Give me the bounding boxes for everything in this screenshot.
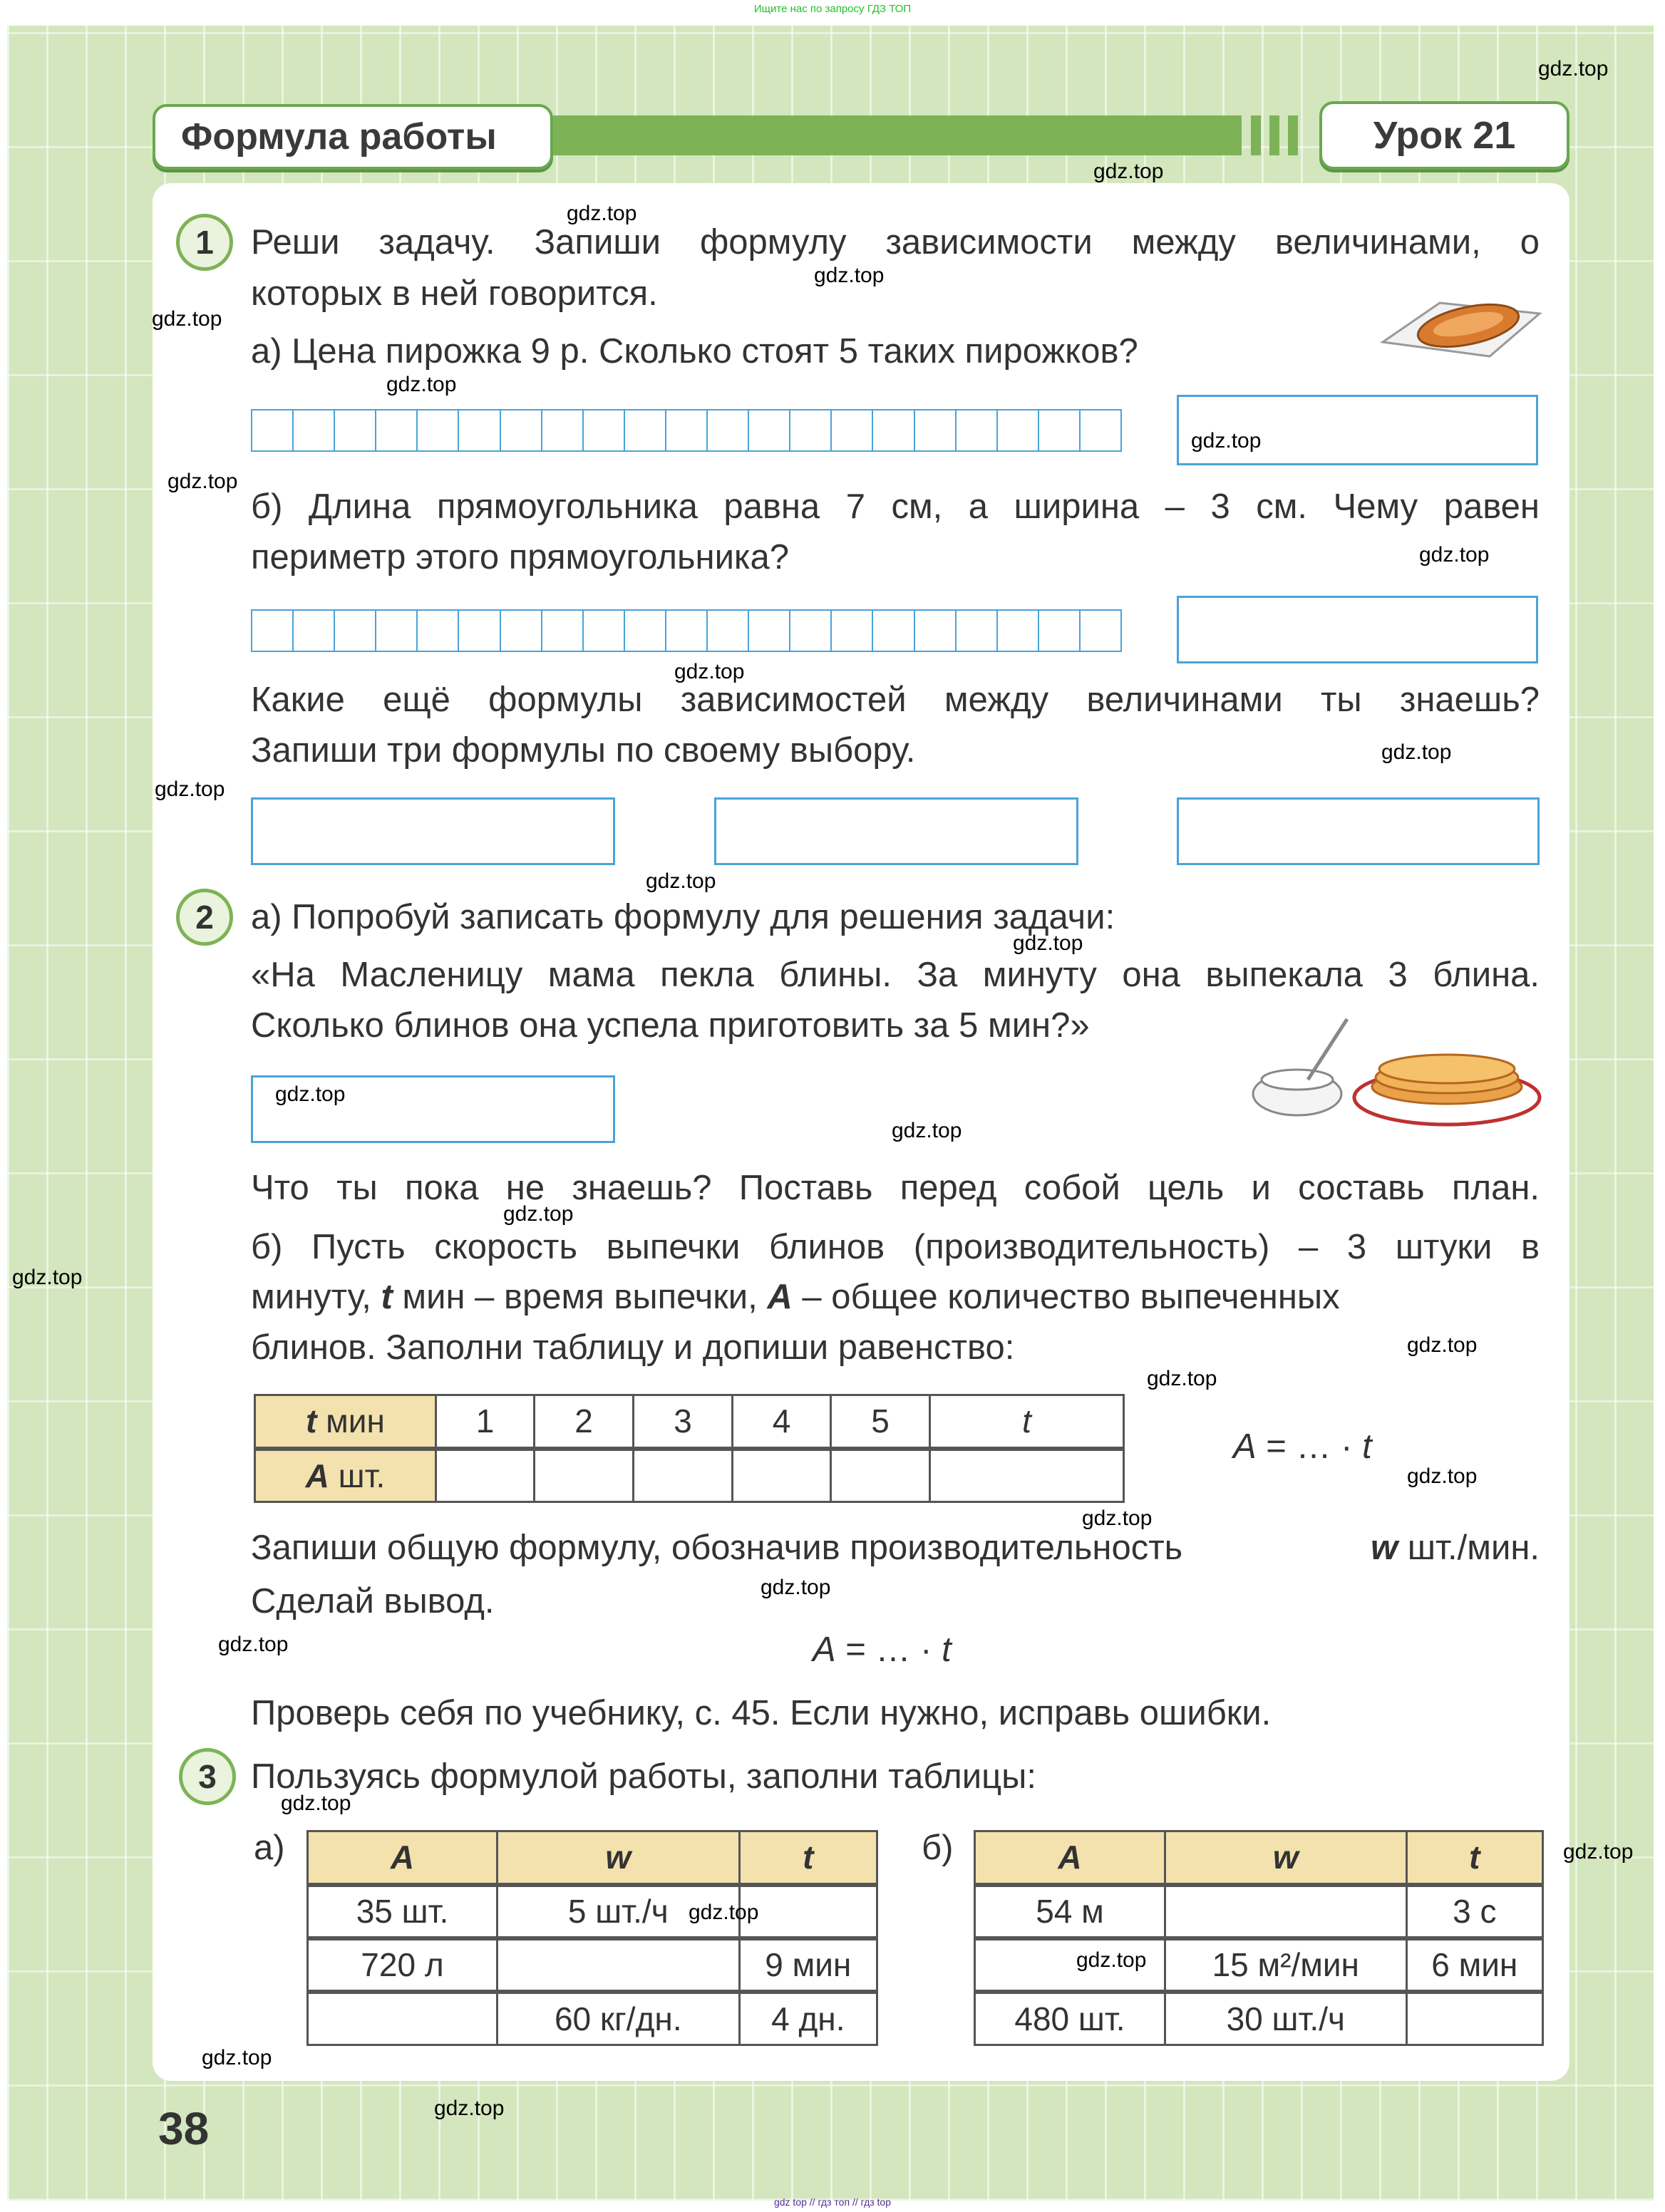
watermark: gdz.top [503, 1202, 574, 1226]
table-cell: 5 шт./ч [497, 1885, 739, 1938]
grid-cell[interactable] [459, 611, 500, 651]
table-input-cell[interactable] [1406, 1992, 1542, 2045]
header-stripe [1288, 115, 1298, 155]
table-input-cell[interactable] [634, 1449, 733, 1502]
grid-cell[interactable] [418, 410, 459, 450]
watermark: gdz.top [275, 1082, 346, 1106]
watermark: gdz.top [12, 1266, 83, 1289]
grid-cell[interactable] [790, 410, 832, 450]
grid-cell[interactable] [708, 611, 749, 651]
watermark: gdz.top [1093, 160, 1164, 183]
column-header: t [1406, 1831, 1542, 1885]
grid-cell[interactable] [957, 410, 998, 450]
table-input-cell[interactable] [535, 1449, 634, 1502]
table-cell: 4 дн. [739, 1992, 877, 2045]
general-formula-text: Запиши общую формулу, обозначив производительность w шт./мин. [251, 1529, 1540, 1567]
formula-box-3[interactable] [1177, 797, 1540, 865]
grid-cell[interactable] [625, 611, 666, 651]
task1b-text: б) Длина прямоугольника равна 7 см, а ширина – 3 см. Чему равен [251, 487, 1540, 526]
task1-extra-text: Какие ещё формулы зависимостей между величинами ты знаешь? [251, 681, 1540, 719]
task-number-2: 2 [176, 889, 233, 946]
task-number-1: 1 [176, 214, 233, 271]
grid-cell[interactable] [252, 410, 294, 450]
table-header-amount: A шт. [255, 1449, 436, 1502]
grid-cell[interactable] [873, 611, 914, 651]
answer-grid[interactable] [251, 409, 1122, 452]
task3-text: Пользуясь формулой работы, заполни таблицы: [251, 1757, 1036, 1796]
grid-cell[interactable] [666, 611, 708, 651]
task2-problem: «На Масленицу мама пекла блины. За минуту она выпекала 3 блина. [251, 956, 1540, 994]
task2b-text: блинов. Заполни таблицу и допиши равенство: [251, 1328, 1015, 1367]
task1-text: Реши задачу. Запиши формулу зависимости между величинами, о [251, 223, 1540, 262]
task1b-text: периметр этого прямоугольника? [251, 538, 789, 577]
table-header-time: t мин [255, 1395, 436, 1449]
watermark: gdz.top [892, 1119, 962, 1142]
watermark: gdz.top [567, 202, 637, 225]
watermark: gdz.top [1147, 1367, 1217, 1390]
watermark: gdz.top [1191, 429, 1262, 453]
work-table-b [974, 1830, 1544, 2046]
grid-cell[interactable] [915, 611, 957, 651]
grid-cell[interactable] [1081, 410, 1120, 450]
table-b-label: б) [922, 1829, 954, 1867]
table-cell: t [930, 1395, 1124, 1449]
task2a-text: а) Попробуй записать формулу для решения задачи: [251, 898, 1115, 936]
grid-cell[interactable] [998, 410, 1039, 450]
formula-box-2[interactable] [714, 797, 1078, 865]
grid-cell[interactable] [584, 410, 625, 450]
watermark: gdz.top [281, 1792, 351, 1815]
grid-cell[interactable] [832, 611, 873, 651]
grid-cell[interactable] [790, 611, 832, 651]
grid-cell[interactable] [294, 410, 335, 450]
grid-cell[interactable] [832, 410, 873, 450]
table-input-cell[interactable] [308, 1992, 498, 2045]
grid-cell[interactable] [501, 611, 542, 651]
watermark: gdz.top [1563, 1840, 1634, 1864]
grid-cell[interactable] [335, 410, 376, 450]
column-header: t [739, 1831, 877, 1885]
task1-text: которых в ней говорится. [251, 274, 658, 313]
grid-cell[interactable] [294, 611, 335, 651]
table-cell: 15 м²/мин [1165, 1938, 1406, 1992]
table-cell: 6 мин [1406, 1938, 1542, 1992]
task-number-3: 3 [179, 1748, 236, 1805]
watermark: gdz.top [761, 1576, 831, 1599]
task1-extra-text: Запиши три формулы по своему выбору. [251, 731, 916, 770]
grid-cell[interactable] [459, 410, 500, 450]
watermark: gdz.top [689, 1901, 759, 1924]
time-quantity-table [254, 1394, 1125, 1503]
text-segment: минуту, t мин – время выпечки, A – общее количество выпеченных [251, 1278, 1340, 1316]
watermark: gdz.top [202, 2046, 272, 2069]
column-header: A [308, 1831, 498, 1885]
top-note: Ищите нас по запросу ГДЗ ТОП [753, 3, 912, 15]
table-cell: 2 [535, 1395, 634, 1449]
formula-equation: A = … · t [1233, 1427, 1372, 1466]
watermark: gdz.top [1076, 1948, 1147, 1972]
column-header: A [975, 1831, 1165, 1885]
task2b-text [251, 1276, 1540, 1318]
table-cell: 9 мин [739, 1938, 877, 1992]
grid-cell[interactable] [1081, 611, 1120, 651]
table-cell: 35 шт. [308, 1885, 498, 1938]
watermark: gdz.top [1013, 931, 1083, 955]
bottom-note: gdz top // гдз топ // гдз top [773, 2196, 892, 2208]
watermark: gdz.top [167, 470, 238, 493]
answer-box-1b[interactable] [1177, 596, 1538, 663]
grid-cell[interactable] [542, 410, 584, 450]
table-cell: 1 [436, 1395, 535, 1449]
grid-cell[interactable] [625, 410, 666, 450]
page-title: Формула работы [153, 104, 553, 170]
table-a-label: а) [254, 1829, 285, 1867]
table-input-cell[interactable] [930, 1449, 1124, 1502]
watermark: gdz.top [434, 2097, 505, 2120]
check-text: Проверь себя по учебнику, с. 45. Если нужно, исправь ошибки. [251, 1694, 1272, 1732]
grid-cell[interactable] [873, 410, 914, 450]
table-cell: 30 шт./ч [1165, 1992, 1406, 2045]
formula-equation-general: A = … · t [813, 1630, 952, 1669]
lesson-badge: Урок 21 [1319, 101, 1569, 170]
column-header: w [497, 1831, 739, 1885]
table-cell: 3 с [1406, 1885, 1542, 1938]
grid-cell[interactable] [252, 611, 294, 651]
grid-cell[interactable] [335, 611, 376, 651]
watermark: gdz.top [155, 777, 225, 801]
watermark: gdz.top [646, 869, 716, 893]
table-input-cell[interactable] [733, 1449, 831, 1502]
conclusion-text: Сделай вывод. [251, 1582, 495, 1621]
watermark: gdz.top [1381, 740, 1452, 764]
grid-cell[interactable] [998, 611, 1039, 651]
task2-question: Что ты пока не знаешь? Поставь перед собой цель и составь план. [251, 1169, 1540, 1207]
watermark: gdz.top [1082, 1506, 1153, 1530]
header-bar [553, 115, 1242, 155]
grid-cell[interactable] [666, 410, 708, 450]
pancakes-illustration [1240, 1012, 1547, 1133]
watermark: gdz.top [814, 264, 885, 287]
table-cell: 54 м [975, 1885, 1165, 1938]
watermark: gdz.top [1407, 1464, 1478, 1488]
table-cell: 60 кг/дн. [497, 1992, 739, 2045]
watermark: gdz.top [1407, 1333, 1478, 1357]
table-cell: 5 [831, 1395, 930, 1449]
table-input-cell[interactable] [831, 1449, 930, 1502]
grid-cell[interactable] [749, 611, 790, 651]
page-number: 38 [158, 2103, 210, 2154]
grid-cell[interactable] [1039, 611, 1081, 651]
task1a-text: а) Цена пирожка 9 р. Сколько стоят 5 таких пирожков? [251, 332, 1138, 371]
formula-box-1[interactable] [251, 797, 615, 865]
grid-cell[interactable] [957, 611, 998, 651]
grid-cell[interactable] [1039, 410, 1081, 450]
grid-cell[interactable] [708, 410, 749, 450]
grid-cell[interactable] [501, 410, 542, 450]
table-input-cell[interactable] [739, 1885, 877, 1938]
watermark: gdz.top [674, 660, 745, 683]
grid-cell[interactable] [376, 611, 418, 651]
task2b-text: б) Пусть скорость выпечки блинов (производительность) – 3 штуки в [251, 1228, 1540, 1266]
grid-cell[interactable] [749, 410, 790, 450]
pie-plate-illustration [1376, 281, 1547, 367]
grid-cell[interactable] [542, 611, 584, 651]
table-cell: 4 [733, 1395, 831, 1449]
grid-cell[interactable] [915, 410, 957, 450]
table-input-cell[interactable] [436, 1449, 535, 1502]
table-cell: 480 шт. [975, 1992, 1165, 2045]
watermark: gdz.top [1419, 543, 1490, 567]
grid-cell[interactable] [418, 611, 459, 651]
answer-grid[interactable] [251, 609, 1122, 652]
column-header: w [1165, 1831, 1406, 1885]
table-input-cell[interactable] [497, 1938, 739, 1992]
header-stripe [1251, 115, 1261, 155]
watermark: gdz.top [152, 307, 222, 331]
grid-cell[interactable] [584, 611, 625, 651]
work-table-a [306, 1830, 878, 2046]
watermark: gdz.top [1538, 57, 1609, 81]
table-cell: 720 л [308, 1938, 498, 1992]
table-cell: 3 [634, 1395, 733, 1449]
grid-cell[interactable] [376, 410, 418, 450]
table-input-cell[interactable] [1165, 1885, 1406, 1938]
watermark: gdz.top [386, 373, 457, 396]
header-stripe [1269, 115, 1279, 155]
watermark: gdz.top [218, 1633, 289, 1656]
task2-problem: Сколько блинов она успела приготовить за 5 мин?» [251, 1006, 1090, 1045]
